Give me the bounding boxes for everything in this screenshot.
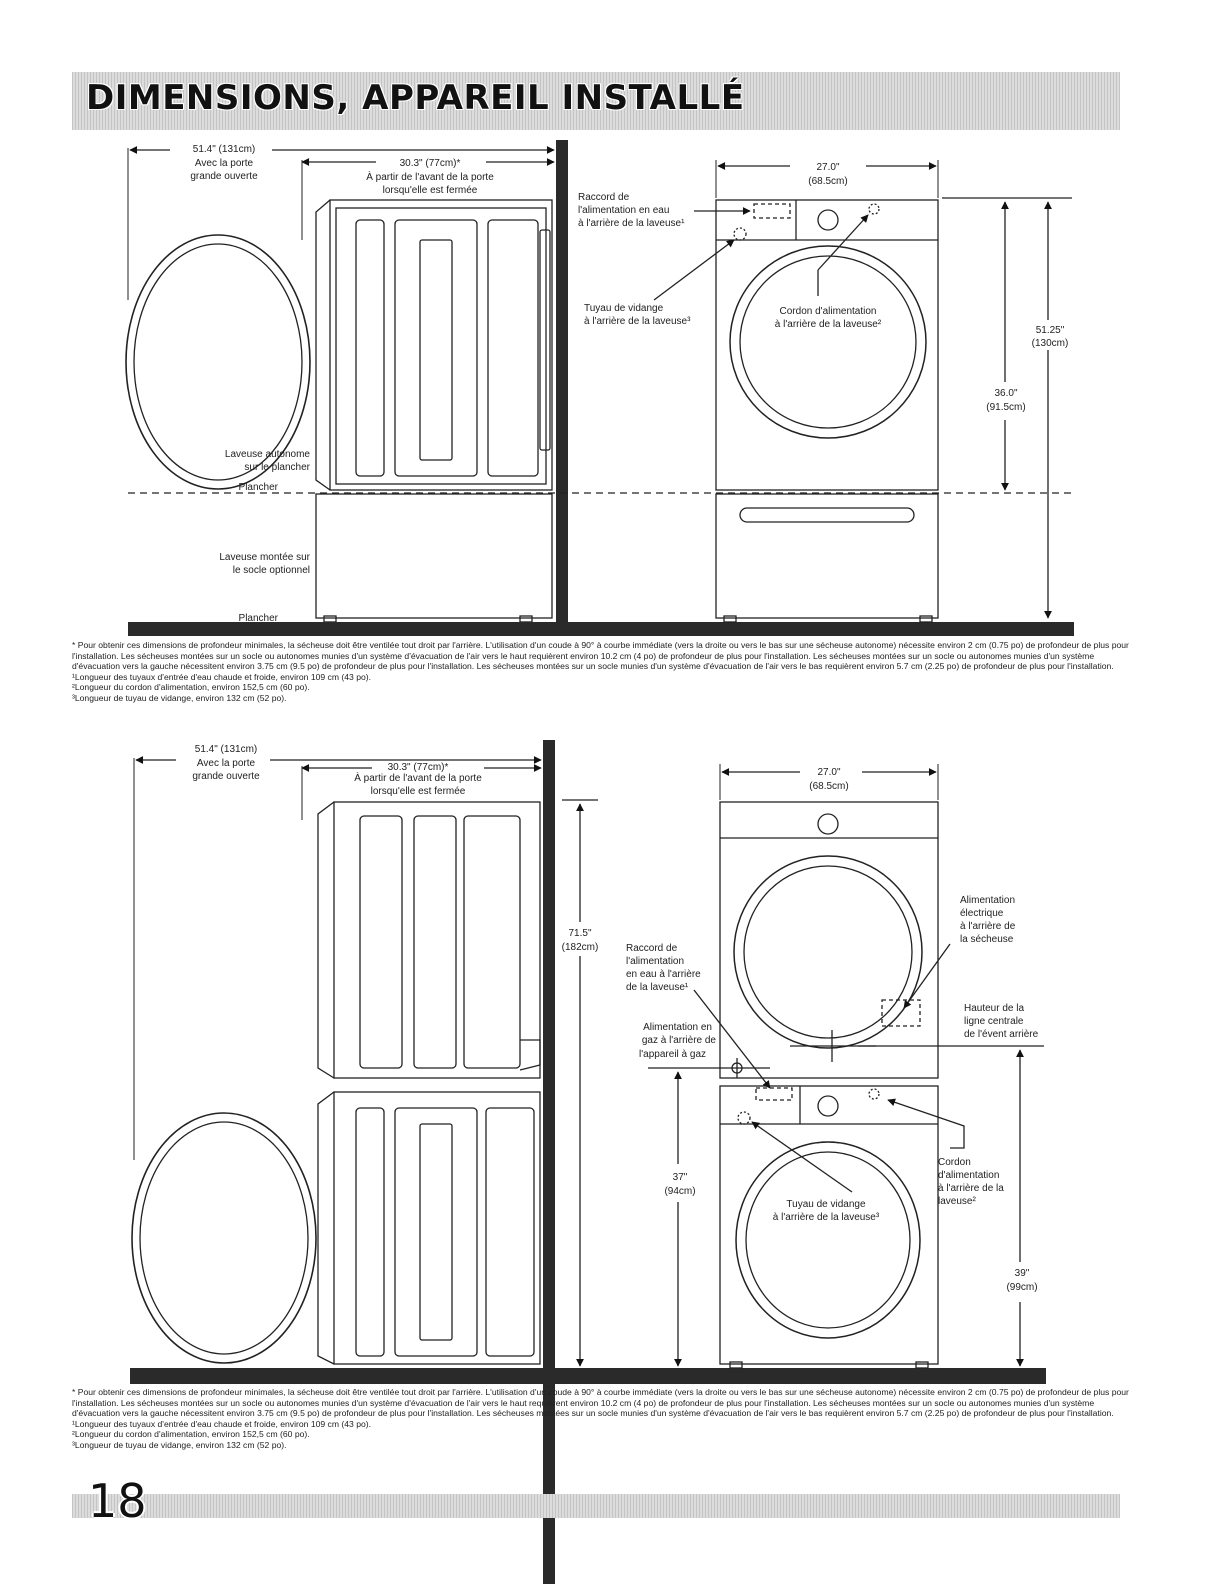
bottom-drain-1: Tuyau de vidange xyxy=(786,1199,866,1210)
dryer-door xyxy=(734,856,922,1048)
dryer-side-body xyxy=(334,802,540,1078)
top-inlet-1: Raccord de xyxy=(578,192,630,203)
notes-main: * Pour obtenir ces dimensions de profondeur minimales, la sécheuse doit être ventilée tout droit par l'arrière. L'utilisation d'un coude à 90° à courbe immédiate (vers la droite ou vers le bas sur une sécheuse autonome) nécessite environ 2 cm (0.75 po) de profondeur de plus pour l'installation. Les sécheuses montées sur un socle ou autonomes munies d'un système d'évacuation de l'air vers le haut requièrent environ 10.2 cm (4 po) de profondeur de plus pour l'installation. Les sécheuses montées sur un socle ou autonomes munies d'un système d'évacuation vers la gauche nécessitent environ 3.75 cm (9.5 po) de profondeur de plus pour l'installation. Les sécheuses montées sur un socle munies d'un système d'évacuation de l'air vers le bas requièrent environ 5.7 cm (2.25 po) de profondeur de plus pour l'installation. xyxy=(72,1387,1129,1419)
top-depth-closed-3: lorsqu'elle est fermée xyxy=(382,185,478,196)
top-height-total-2: (130cm) xyxy=(1031,338,1069,349)
bottom-drain-2: à l'arrière de la laveuse³ xyxy=(772,1212,880,1223)
bottom-depth-closed-1: 30.3" (77cm)* xyxy=(387,762,449,773)
top-pedestal-2: le socle optionnel xyxy=(232,565,310,576)
top-height-total-1: 51.25" xyxy=(1035,325,1065,336)
top-cord-2: à l'arrière de la laveuse² xyxy=(774,319,882,330)
top-standalone-1: Laveuse autonome xyxy=(224,449,310,460)
bottom-height-gas-1: 37" xyxy=(672,1172,688,1183)
washer-side-body-bottom xyxy=(334,1092,540,1364)
bottom-side-view xyxy=(130,740,1046,1584)
top-depth-open-2: Avec la porte xyxy=(194,158,254,169)
bottom-washer-cord-2: d'alimentation xyxy=(938,1170,1000,1181)
bottom-gas-3: l'appareil à gaz xyxy=(639,1049,706,1060)
washer-knob xyxy=(818,210,838,230)
washer-door-bottom xyxy=(736,1142,920,1338)
bottom-width-1: 27.0" xyxy=(817,767,841,778)
bottom-height-stack-1: 71.5" xyxy=(568,928,592,939)
footnote-2: ²Longueur du cordon d'alimentation, environ 152,5 cm (60 po). xyxy=(72,682,310,693)
bottom-height-stack-2: (182cm) xyxy=(561,942,599,953)
bottom-depth-open-1: 51.4" (131cm) xyxy=(194,744,258,755)
bottom-height-gas-2: (94cm) xyxy=(664,1186,696,1197)
top-drain-2: à l'arrière de la laveuse³ xyxy=(584,316,691,327)
top-depth-open-3: grande ouverte xyxy=(190,171,258,182)
bottom-depth-open-3: grande ouverte xyxy=(192,771,260,782)
washer-front-body-bottom xyxy=(720,1086,938,1364)
top-standalone-2: sur le plancher xyxy=(244,462,310,473)
pedestal-side xyxy=(316,494,552,618)
top-drain-1: Tuyau de vidange xyxy=(584,303,664,314)
bottom-inlet-3: en eau à l'arrière xyxy=(626,969,701,980)
ground-bottom xyxy=(130,1368,1046,1384)
top-width-1: 27.0" xyxy=(816,162,840,173)
page-number: 18 xyxy=(88,1474,147,1528)
wall-bottom xyxy=(543,740,555,1584)
bottom-washer-cord-4: laveuse² xyxy=(938,1196,976,1207)
top-height-unit-1: 36.0" xyxy=(994,388,1018,399)
dryer-knob xyxy=(818,814,838,834)
washer-front-body xyxy=(716,200,938,490)
top-width-2: (68.5cm) xyxy=(808,176,848,187)
washer-door xyxy=(730,246,926,438)
bottom-dryer-power-2: électrique xyxy=(960,908,1004,919)
top-floor-lower: Plancher xyxy=(238,613,278,624)
bottom-washer-cord-3: à l'arrière de la xyxy=(938,1183,1004,1194)
footnote-2: ²Longueur du cordon d'alimentation, environ 152,5 cm (60 po). xyxy=(72,1429,310,1440)
top-cord-1: Cordon d'alimentation xyxy=(779,306,877,317)
top-pedestal-1: Laveuse montée sur xyxy=(219,552,310,563)
top-inlet-3: à l'arrière de la laveuse¹ xyxy=(578,218,685,229)
top-inlet-2: l'alimentation en eau xyxy=(578,205,670,216)
bottom-height-vent-1: 39" xyxy=(1014,1268,1030,1279)
top-depth-closed-1: 30.3" (77cm)* xyxy=(399,158,461,169)
top-floor-upper: Plancher xyxy=(238,482,278,493)
bottom-depth-open-2: Avec la porte xyxy=(196,758,256,769)
bottom-depth-closed-3: lorsqu'elle est fermée xyxy=(370,786,466,797)
bottom-depth-closed-2: À partir de l'avant de la porte xyxy=(354,773,482,784)
notes-main: * Pour obtenir ces dimensions de profondeur minimales, la sécheuse doit être ventilée tout droit par l'arrière. L'utilisation d'un coude à 90° à courbe immédiate (vers la droite ou vers le bas sur une sécheuse autonome) nécessite environ 2 cm (0.75 po) de profondeur de plus pour l'installation. Les sécheuses montées sur un socle ou autonomes munies d'un système d'évacuation de l'air vers le haut requièrent environ 10.2 cm (4 po) de profondeur de plus pour l'installation. Les sécheuses montées sur un socle ou autonomes munies d'un système d'évacuation vers la gauche nécessitent environ 3.75 cm (9.5 po) de profondeur de plus pour l'installation. Les sécheuses montées sur un socle munies d'un système d'évacuation de l'air vers le bas requièrent environ 5.7 cm (2.25 po) de profondeur de plus pour l'installation. xyxy=(72,640,1129,672)
bottom-vent-2: ligne centrale xyxy=(964,1016,1024,1027)
wall xyxy=(556,140,568,636)
notes-top xyxy=(72,640,1132,704)
bottom-inlet-1: Raccord de xyxy=(626,943,678,954)
top-height-unit-2: (91.5cm) xyxy=(986,402,1026,413)
bottom-labels xyxy=(192,744,1038,1293)
bottom-height-vent-2: (99cm) xyxy=(1006,1282,1038,1293)
page-title: DIMENSIONS, APPAREIL INSTALLÉ xyxy=(86,78,745,118)
ground xyxy=(128,622,1074,636)
footnote-1: ¹Longueur des tuyaux d'entrée d'eau chaude et froide, environ 109 cm (43 po). xyxy=(72,1418,372,1429)
dryer-front-body xyxy=(720,802,938,1078)
bottom-dryer-power-4: la sécheuse xyxy=(960,934,1014,945)
top-depth-closed-2: À partir de l'avant de la porte xyxy=(366,172,494,183)
bottom-dryer-power-3: à l'arrière de xyxy=(960,921,1016,932)
top-labels xyxy=(190,144,1068,624)
bottom-inlet-2: l'alimentation xyxy=(626,956,685,967)
bottom-width-2: (68.5cm) xyxy=(809,781,849,792)
bottom-washer-cord-1: Cordon xyxy=(938,1157,971,1168)
open-door-circle-bottom xyxy=(132,1113,316,1363)
bottom-gas-1: Alimentation en xyxy=(643,1022,712,1033)
bottom-inlet-4: de la laveuse¹ xyxy=(626,982,689,993)
washer-side-body xyxy=(330,200,552,490)
footer-band xyxy=(72,1494,1120,1518)
bottom-dryer-power-1: Alimentation xyxy=(960,895,1016,906)
bottom-gas-2: gaz à l'arrière de xyxy=(641,1035,716,1046)
notes-bottom xyxy=(72,1387,1132,1451)
footnote-1: ¹Longueur des tuyaux d'entrée d'eau chaude et froide, environ 109 cm (43 po). xyxy=(72,671,372,682)
footnote-3: ³Longueur de tuyau de vidange, environ 132 cm (52 po). xyxy=(72,692,287,703)
top-depth-open-1: 51.4" (131cm) xyxy=(192,144,256,155)
bottom-front-view xyxy=(648,764,1044,1368)
footnote-3: ³Longueur de tuyau de vidange, environ 132 cm (52 po). xyxy=(72,1439,287,1450)
bottom-vent-1: Hauteur de la xyxy=(964,1003,1025,1014)
bottom-vent-3: de l'évent arrière xyxy=(964,1029,1039,1040)
